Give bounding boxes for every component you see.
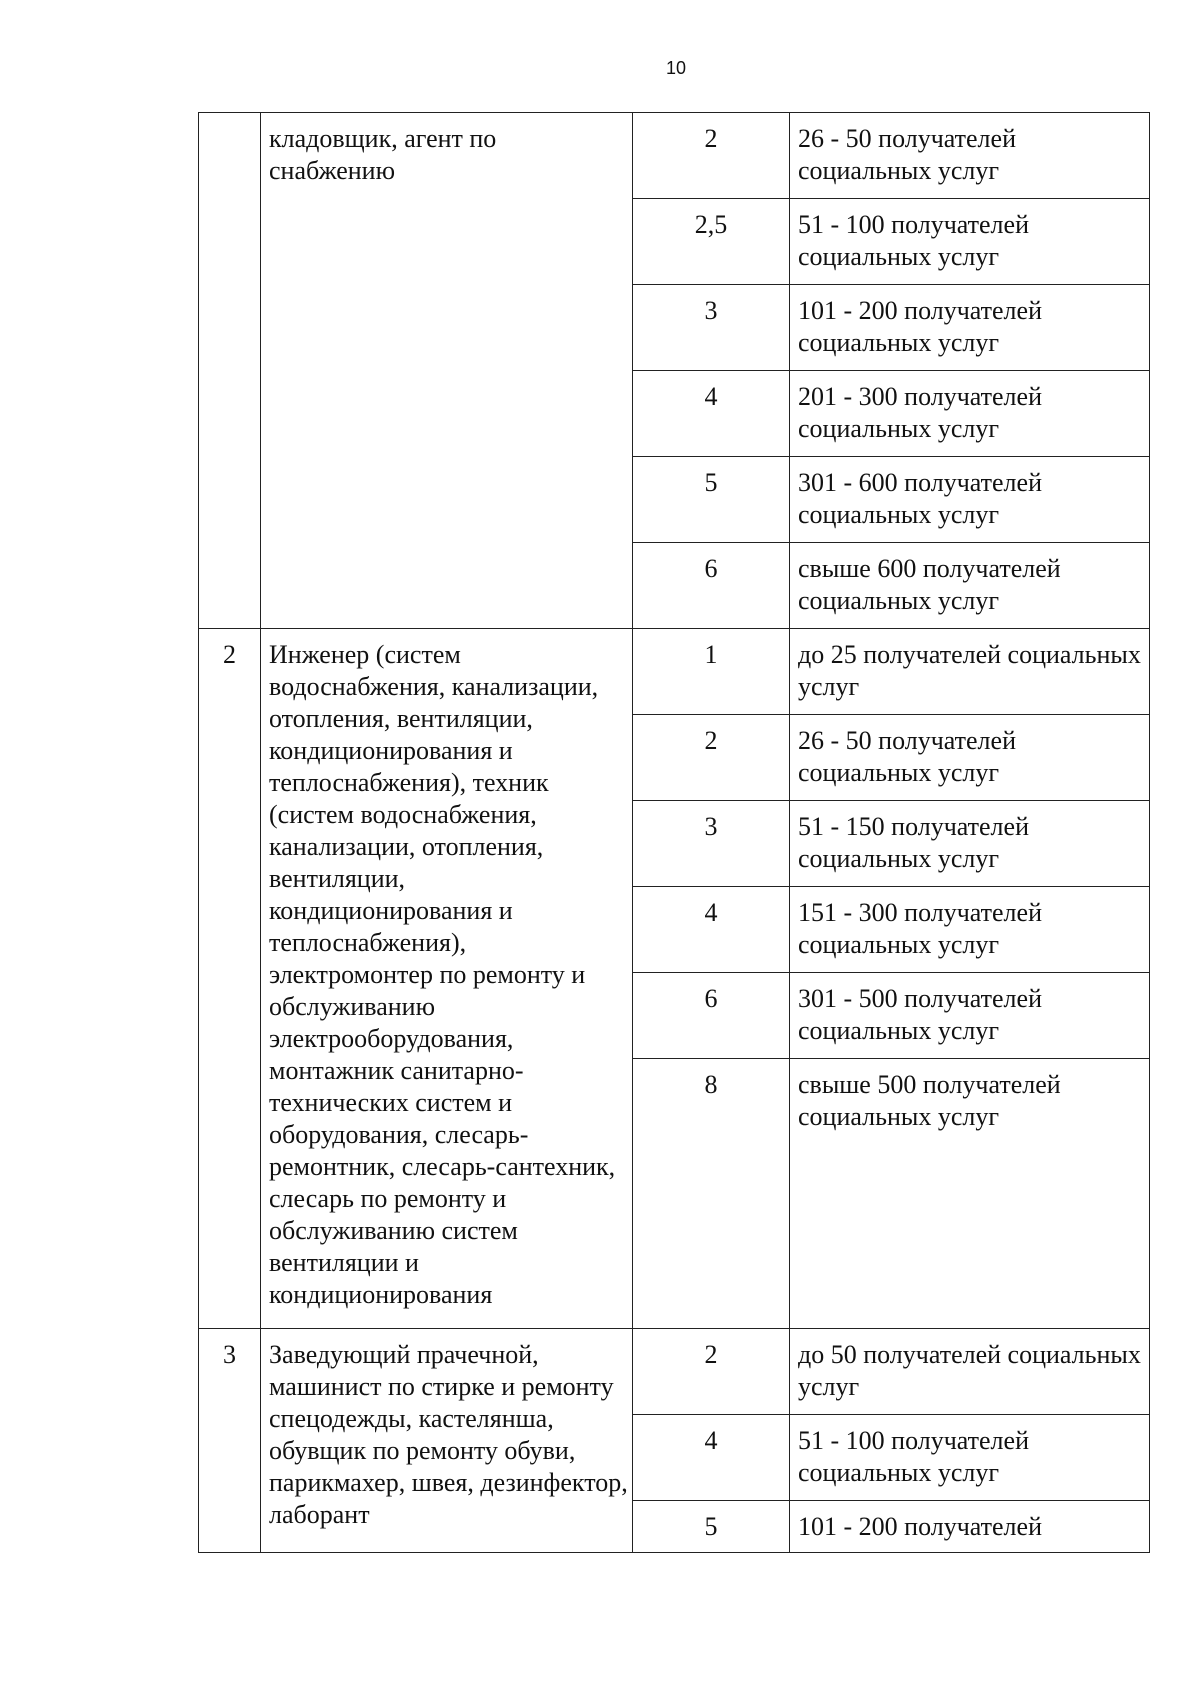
group-number <box>199 113 261 629</box>
ratio-cell: 2,5 <box>633 199 790 285</box>
ratio-cell: 5 <box>633 457 790 543</box>
ratio-cell: 3 <box>633 285 790 371</box>
positions-cell: кладовщик, агент по снабжению <box>261 113 633 629</box>
ratio-cell: 4 <box>633 371 790 457</box>
range-cell: 51 - 100 получателей социальных услуг <box>790 1415 1150 1501</box>
page-number: 10 <box>665 58 687 78</box>
group-number: 2 <box>199 629 261 1329</box>
ratio-cell: 5 <box>633 1501 790 1553</box>
staffing-table <box>198 112 1150 1553</box>
ratio-cell: 1 <box>633 629 790 715</box>
ratio-cell: 3 <box>633 801 790 887</box>
positions-cell: Заведующий прачечной, машинист по стирке и ремонту спецодежды, кастелянша, обувщик по ремонту обуви, парикмахер, швея, дезинфектор, лаборант <box>261 1329 633 1553</box>
ratio-cell: 2 <box>633 1329 790 1415</box>
range-cell: 51 - 150 получателей социальных услуг <box>790 801 1150 887</box>
table-row <box>199 1329 1150 1415</box>
range-cell: 151 - 300 получателей социальных услуг <box>790 887 1150 973</box>
range-cell: до 25 получателей социальных услуг <box>790 629 1150 715</box>
range-cell: 101 - 200 получателей социальных услуг <box>790 285 1150 371</box>
range-cell: свыше 500 получателей социальных услуг <box>790 1059 1150 1329</box>
table-row <box>199 113 1150 199</box>
ratio-cell: 2 <box>633 113 790 199</box>
range-cell: 301 - 600 получателей социальных услуг <box>790 457 1150 543</box>
range-cell: 51 - 100 получателей социальных услуг <box>790 199 1150 285</box>
range-cell: 201 - 300 получателей социальных услуг <box>790 371 1150 457</box>
ratio-cell: 8 <box>633 1059 790 1329</box>
range-cell: 26 - 50 получателей социальных услуг <box>790 715 1150 801</box>
ratio-cell: 2 <box>633 715 790 801</box>
ratio-cell: 4 <box>633 887 790 973</box>
ratio-cell: 6 <box>633 973 790 1059</box>
group-number: 3 <box>199 1329 261 1553</box>
range-cell: 101 - 200 получателей <box>790 1501 1150 1553</box>
range-cell: 26 - 50 получателей социальных услуг <box>790 113 1150 199</box>
table-row <box>199 629 1150 715</box>
ratio-cell: 4 <box>633 1415 790 1501</box>
range-cell: 301 - 500 получателей социальных услуг <box>790 973 1150 1059</box>
ratio-cell: 6 <box>633 543 790 629</box>
positions-cell: Инженер (систем водоснабжения, канализации, отопления, вентиляции, кондиционирования и теплоснабжения), техник (систем водоснабжения, канализации, отопления, вентиляции, кондиционирования и теплоснабжения), электромонтер по ремонту и обслуживанию электрооборудования, монтажник санитарно-технических систем и оборудования, слесарь-ремонтник, слесарь-сантехник, слесарь по ремонту и обслуживанию систем вентиляции и кондиционирования <box>261 629 633 1329</box>
range-cell: до 50 получателей социальных услуг <box>790 1329 1150 1415</box>
range-cell: свыше 600 получателей социальных услуг <box>790 543 1150 629</box>
